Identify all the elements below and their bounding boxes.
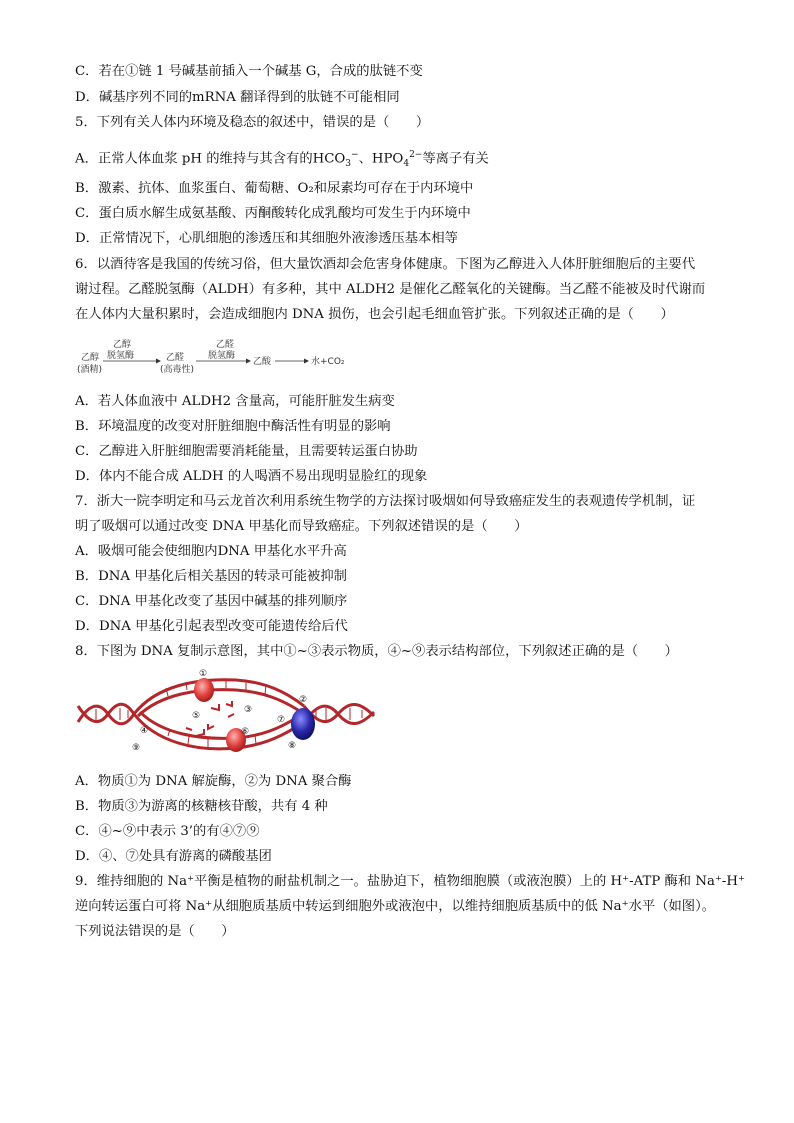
q7-option-d: D．DNA 甲基化引起表型改变可能遗传给后代 <box>75 619 348 634</box>
label-4: ④ <box>140 726 149 736</box>
q7-stem-line2: 明了吸烟可以通过改变 DNA 甲基化而导致癌症。下列叙述错误的是（ ） <box>75 519 528 534</box>
products-label: 水+CO₂ <box>311 357 345 367</box>
q7-option-c: C．DNA 甲基化改变了基因中碱基的排列顺序 <box>75 594 348 609</box>
q5-option-c: C．蛋白质水解生成氨基酸、丙酮酸转化成乳酸均可发生于内环境中 <box>75 206 471 221</box>
q8-option-d: D．④、⑦处具有游离的磷酸基团 <box>75 849 272 864</box>
enzyme-blue <box>291 708 315 740</box>
acetaldehyde-label: 乙醛 <box>166 353 185 363</box>
q7-option-b: B．DNA 甲基化后相关基因的转录可能被抑制 <box>75 569 347 584</box>
q9-stem-line2: 逆向转运蛋白可将 Na⁺从细胞质基质中转运到细胞外或液泡中，以维持细胞质基质中的低 Na⁺水平（如图）。 <box>75 899 716 914</box>
arrow-2-head <box>246 359 251 364</box>
q6-stem-line3: 在人体内大量积累时，会造成细胞内 DNA 损伤，也会引起毛细血管扩张。下列叙述正确的是（ ） <box>75 307 674 322</box>
acetic-acid-label: 乙酸 <box>253 357 272 367</box>
q6-option-d: D．体内不能合成 ALDH 的人喝酒不易出现明显脸红的现象 <box>75 469 428 484</box>
label-7: ⑦ <box>277 715 286 725</box>
ethanol-note: (酒精) <box>77 365 103 375</box>
arrow-1-head <box>156 359 161 364</box>
q9-stem-line3: 下列说法错误的是（ ） <box>75 924 235 939</box>
q8-option-b: B．物质③为游离的核糖核苷酸，共有 4 种 <box>75 799 328 814</box>
ethanol-metabolism-diagram <box>76 338 356 378</box>
label-3: ③ <box>244 705 253 715</box>
q8-option-c: C．④~⑨中表示 3’的有④⑦⑨ <box>75 824 260 839</box>
q6-stem-line1: 6．以酒待客是我国的传统习俗，但大量饮酒却会危害身体健康。下图为乙醇进入人体肝脏细胞后的主要代 <box>75 257 696 272</box>
q6-stem-line2: 谢过程。乙醛脱氢酶（ALDH）有多种，其中 ALDH2 是催化乙醛氧化的关键酶。当乙醛不能被及时代谢而 <box>75 282 706 297</box>
q4-option-c: C．若在①链 1 号碱基前插入一个碱基 G，合成的肽链不变 <box>75 64 423 79</box>
label-9: ⑨ <box>132 743 141 753</box>
q5-option-b: B．激素、抗体、血浆蛋白、葡萄糖、O₂和尿素均可存在于内环境中 <box>75 181 474 196</box>
q9-stem-line1: 9．维持细胞的 Na⁺平衡是植物的耐盐机制之一。盐胁迫下，植物细胞膜（或液泡膜）上的 H⁺-ATP 酶和 Na⁺-H⁺ <box>75 874 746 889</box>
bubble-bottom-new-strand <box>140 712 296 738</box>
label-1: ① <box>199 669 208 679</box>
ethanol-label: 乙醇 <box>81 353 100 363</box>
q8-option-a: A．物质①为 DNA 解旋酶，②为 DNA 聚合酶 <box>75 774 352 789</box>
q7-option-a: A．吸烟可能会使细胞内DNA 甲基化水平升高 <box>75 544 347 559</box>
enzyme-red-top <box>194 678 214 702</box>
label-6: ⑥ <box>241 727 250 737</box>
q6-option-c: C．乙醇进入肝脏细胞需要消耗能量，且需要转运蛋白协助 <box>75 444 418 459</box>
q5-stem: 5．下列有关人体内环境及稳态的叙述中，错误的是（ ） <box>75 115 430 130</box>
q7-stem-line1: 7．浙大一院李明定和马云龙首次利用系统生物学的方法探讨吸烟如何导致癌症发生的表观遗传学机制，证 <box>75 494 696 509</box>
q5-option-a: A．正常人体血浆 pH 的维持与其含有的$HCO_3^-$、$HPO_4^{2-}$等离子有关 <box>75 150 489 170</box>
arrow-3-head <box>304 359 309 364</box>
label-5: ⑤ <box>192 711 201 721</box>
acetaldehyde-note: (高毒性) <box>160 365 195 375</box>
enzyme1-top: 乙醇 <box>113 340 132 350</box>
enzyme2-top: 乙醛 <box>216 340 235 350</box>
q4-option-d: D．碱基序列不同的mRNA 翻译得到的肽链不可能相同 <box>75 90 400 105</box>
q6-option-b: B．环境温度的改变对肝脏细胞中酶活性有明显的影响 <box>75 419 391 434</box>
q6-option-a: A．若人体血液中 ALDH2 含量高，可能肝脏发生病变 <box>75 394 395 409</box>
label-2: ② <box>299 695 308 705</box>
dna-replication-diagram <box>76 666 376 766</box>
label-8: ⑧ <box>288 741 297 751</box>
q5-option-d: D．正常情况下，心肌细胞的渗透压和其细胞外液渗透压基本相等 <box>75 231 458 246</box>
enzyme2-bottom: 脱氢酶 <box>208 351 236 361</box>
enzyme1-bottom: 脱氢酶 <box>107 351 135 361</box>
q8-stem: 8．下图为 DNA 复制示意图，其中①~③表示物质，④~⑨表示结构部位，下列叙述正确的是（ ） <box>75 644 678 659</box>
